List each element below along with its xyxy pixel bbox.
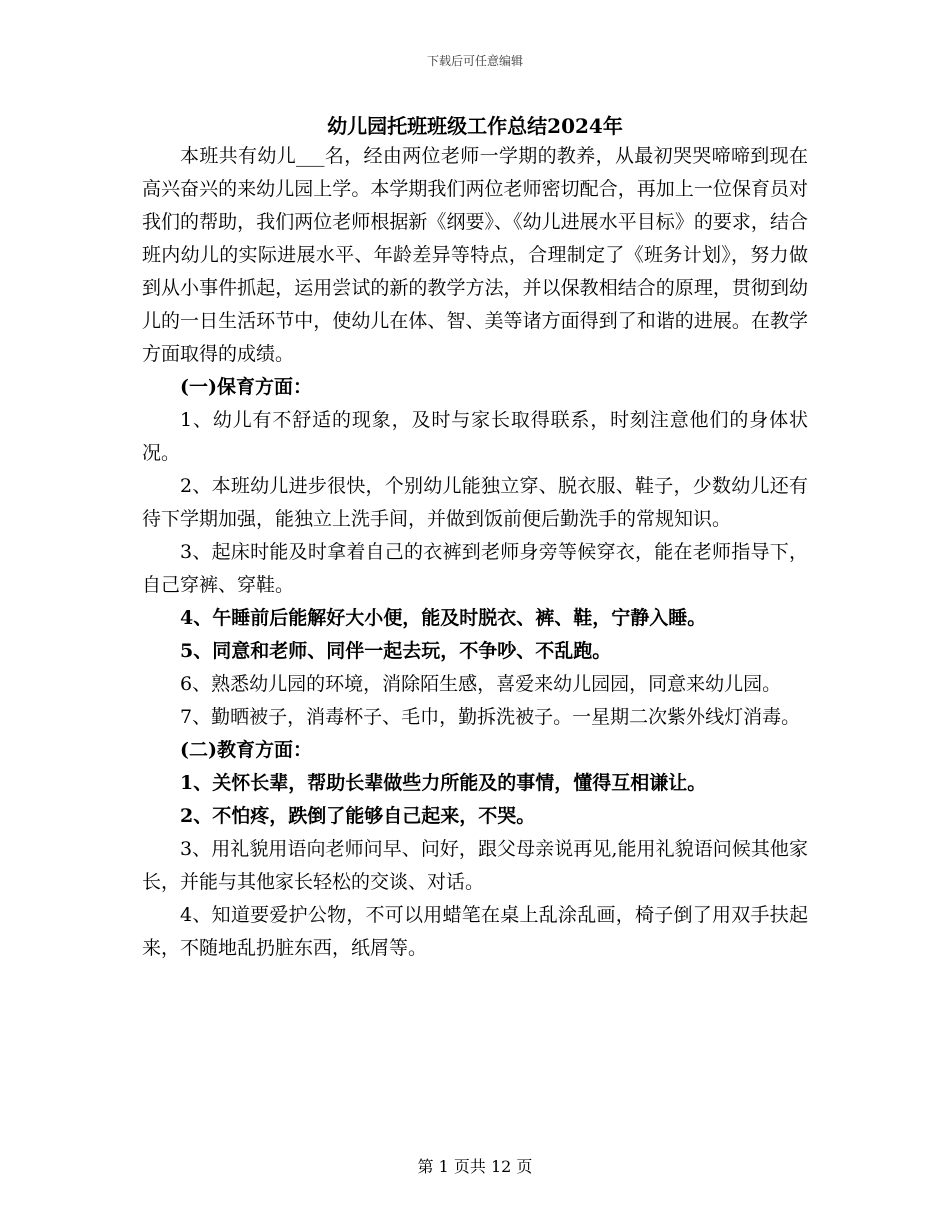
- care-item-7: 7、勤晒被子，消毒杯子、毛巾，勤拆洗被子。一星期二次紫外线灯消毒。: [180, 706, 801, 728]
- care-item-4: 4、午睡前后能解好大小便，能及时脱衣、裤、鞋，宁静入睡。: [180, 607, 707, 629]
- care-item-5: 5、同意和老师、同伴一起去玩，不争吵、不乱跑。: [180, 640, 612, 662]
- care-item-6: 6、熟悉幼儿园的环境，消除陌生感，喜爱来幼儿园园，同意来幼儿园。: [180, 673, 782, 695]
- section-heading-care: (一)保育方面：: [180, 376, 312, 398]
- document-title: 幼儿园托班班级工作总结2024年: [327, 114, 623, 138]
- page-header-note: 下载后可任意编辑: [426, 54, 523, 68]
- education-item-1: 1、关怀长辈，帮助长辈做些力所能及的事情，懂得互相谦让。: [180, 772, 707, 794]
- document-body: [142, 140, 808, 965]
- care-item-3: 3、起床时能及时拿着自己的衣裤到老师身旁等候穿衣，能在老师指导下，自己穿裤、穿鞋。: [142, 541, 808, 596]
- care-item-2: 2、本班幼儿进步很快，个别幼儿能独立穿、脱衣服、鞋子，少数幼儿还有待下学期加强，能独立上洗手间，并做到饭前便后勤洗手的常规知识。: [142, 475, 808, 530]
- intro-paragraph: 本班共有幼儿___名，经由两位老师一学期的教养，从最初哭哭啼啼到现在高兴奋兴的来幼儿园上学。本学期我们两位老师密切配合，再加上一位保育员对我们的帮助，我们两位老师根据新《纲要》、《幼儿进展水平目标》的要求，结合班内幼儿的实际进展水平、年龄差异等特点，合理制定了《班务计划》，努力做到从小事件抓起，运用尝试的新的教学方法，并以保教相结合的原理，贯彻到幼儿的一日生活环节中，使幼儿在体、智、美等诸方面得到了和谐的进展。在教学方面取得的成绩。: [142, 145, 808, 365]
- education-item-2: 2、不怕疼，跌倒了能够自己起来，不哭。: [180, 805, 536, 827]
- education-item-3: 3、用礼貌用语向老师问早、问好，跟父母亲说再见,能用礼貌语问候其他家长，并能与其他家长轻松的交谈、对话。: [142, 838, 808, 893]
- page-footer-indicator: 第 1 页共 12 页: [417, 1157, 533, 1176]
- section-heading-education: (二)教育方面：: [180, 739, 312, 761]
- care-item-1: 1、幼儿有不舒适的现象，及时与家长取得联系，时刻注意他们的身体状况。: [142, 409, 808, 464]
- education-item-4: 4、知道要爱护公物，不可以用蜡笔在桌上乱涂乱画，椅子倒了用双手扶起来，不随地乱扔脏东西，纸屑等。: [142, 904, 808, 959]
